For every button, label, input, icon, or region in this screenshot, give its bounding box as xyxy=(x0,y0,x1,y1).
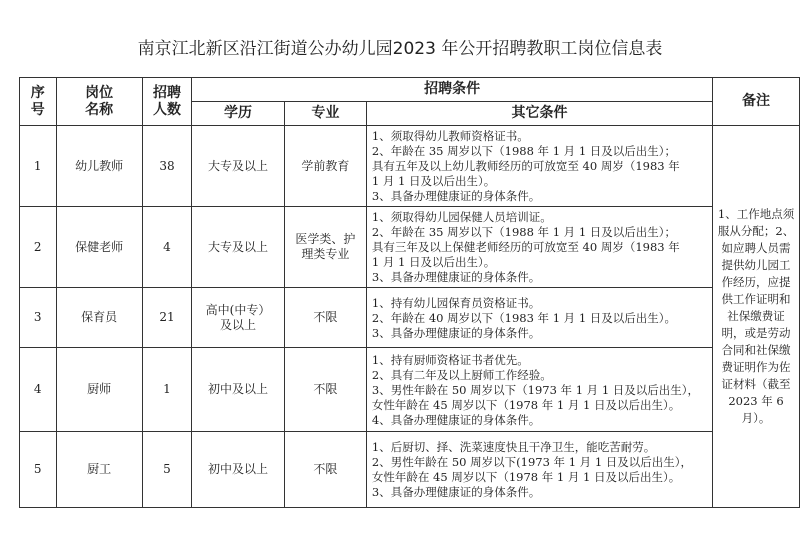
row-seq: 5 xyxy=(20,432,57,508)
row-position: 保育员 xyxy=(56,288,142,348)
header-major: 专业 xyxy=(284,102,366,126)
row-major: 不限 xyxy=(284,432,366,508)
row-education: 初中及以上 xyxy=(192,432,285,508)
row-count: 5 xyxy=(142,432,191,508)
table-row xyxy=(20,432,800,508)
row-education: 大专及以上 xyxy=(192,207,285,288)
header-position: 岗位 名称 xyxy=(56,78,142,126)
row-major: 不限 xyxy=(284,288,366,348)
row-major: 学前教育 xyxy=(284,126,366,207)
row-count: 21 xyxy=(142,288,191,348)
row-seq: 4 xyxy=(20,348,57,432)
row-count: 1 xyxy=(142,348,191,432)
row-count: 38 xyxy=(142,126,191,207)
row-major: 医学类、护理类专业 xyxy=(284,207,366,288)
row-other-conditions: 1、持有幼儿园保育员资格证书。 2、年龄在 40 周岁以下（1983 年 1 月 1 日及以后出生）。 3、具备办理健康证的身体条件。 xyxy=(366,288,712,348)
row-seq: 1 xyxy=(20,126,57,207)
header-remark: 备注 xyxy=(713,78,800,126)
table-row xyxy=(20,288,800,348)
row-education: 大专及以上 xyxy=(192,126,285,207)
header-other: 其它条件 xyxy=(366,102,712,126)
row-position: 保健老师 xyxy=(56,207,142,288)
row-count: 4 xyxy=(142,207,191,288)
header-education: 学历 xyxy=(192,102,285,126)
row-other-conditions: 1、持有厨师资格证书者优先。 2、具有二年及以上厨师工作经验。 3、男性年龄在 50 周岁以下（1973 年 1 月 1 日及以后出生）， 女性年龄在 45 周岁以下（1978 年 1 月 1 日及以后出生）。 4、具备办理健康证的身体条件。 xyxy=(366,348,712,432)
row-education: 高中(中专）及以上 xyxy=(192,288,285,348)
header-count: 招聘 人数 xyxy=(142,78,191,126)
remark-cell: 1、工作地点须服从分配；2、如应聘人员需提供幼儿园工作经历，应提供工作证明和社保缴费证明，或是劳动合同和社保缴费证明作为佐证材料（截至2023 年 6 月）。 xyxy=(713,126,800,508)
header-seq: 序 号 xyxy=(20,78,57,126)
row-other-conditions: 1、后厨切、择、洗菜速度快且干净卫生，能吃苦耐劳。 2、男性年龄在 50 周岁以下(1973 年 1 月 1 日及以后出生）， 女性年龄在 45 周岁以下（1978 年 1 月 1 日及以后出生）。 3、具备办理健康证的身体条件。 xyxy=(366,432,712,508)
row-seq: 3 xyxy=(20,288,57,348)
page-title: 南京江北新区沿江街道公办幼儿园2023 年公开招聘教职工岗位信息表 xyxy=(137,39,663,59)
recruitment-table xyxy=(19,77,800,508)
row-position: 幼儿教师 xyxy=(56,126,142,207)
header-conditions: 招聘条件 xyxy=(192,78,713,102)
table-row xyxy=(20,348,800,432)
row-education: 初中及以上 xyxy=(192,348,285,432)
row-position: 厨师 xyxy=(56,348,142,432)
row-position: 厨工 xyxy=(56,432,142,508)
row-other-conditions: 1、须取得幼儿园保健人员培训证。 2、年龄在 35 周岁以下（1988 年 1 月 1 日及以后出生）； 具有三年及以上保健老师经历的可放宽至 40 周岁（1983 年 1 月 1 日及以后出生）。 3、具备办理健康证的身体条件。 xyxy=(366,207,712,288)
row-major: 不限 xyxy=(284,348,366,432)
row-seq: 2 xyxy=(20,207,57,288)
table-row xyxy=(20,207,800,288)
table-row xyxy=(20,126,800,207)
row-other-conditions: 1、须取得幼儿教师资格证书。 2、年龄在 35 周岁以下（1988 年 1 月 1 日及以后出生）； 具有五年及以上幼儿教师经历的可放宽至 40 周岁（1983 年 1 月 1 日及以后出生）。 3、具备办理健康证的身体条件。 xyxy=(366,126,712,207)
